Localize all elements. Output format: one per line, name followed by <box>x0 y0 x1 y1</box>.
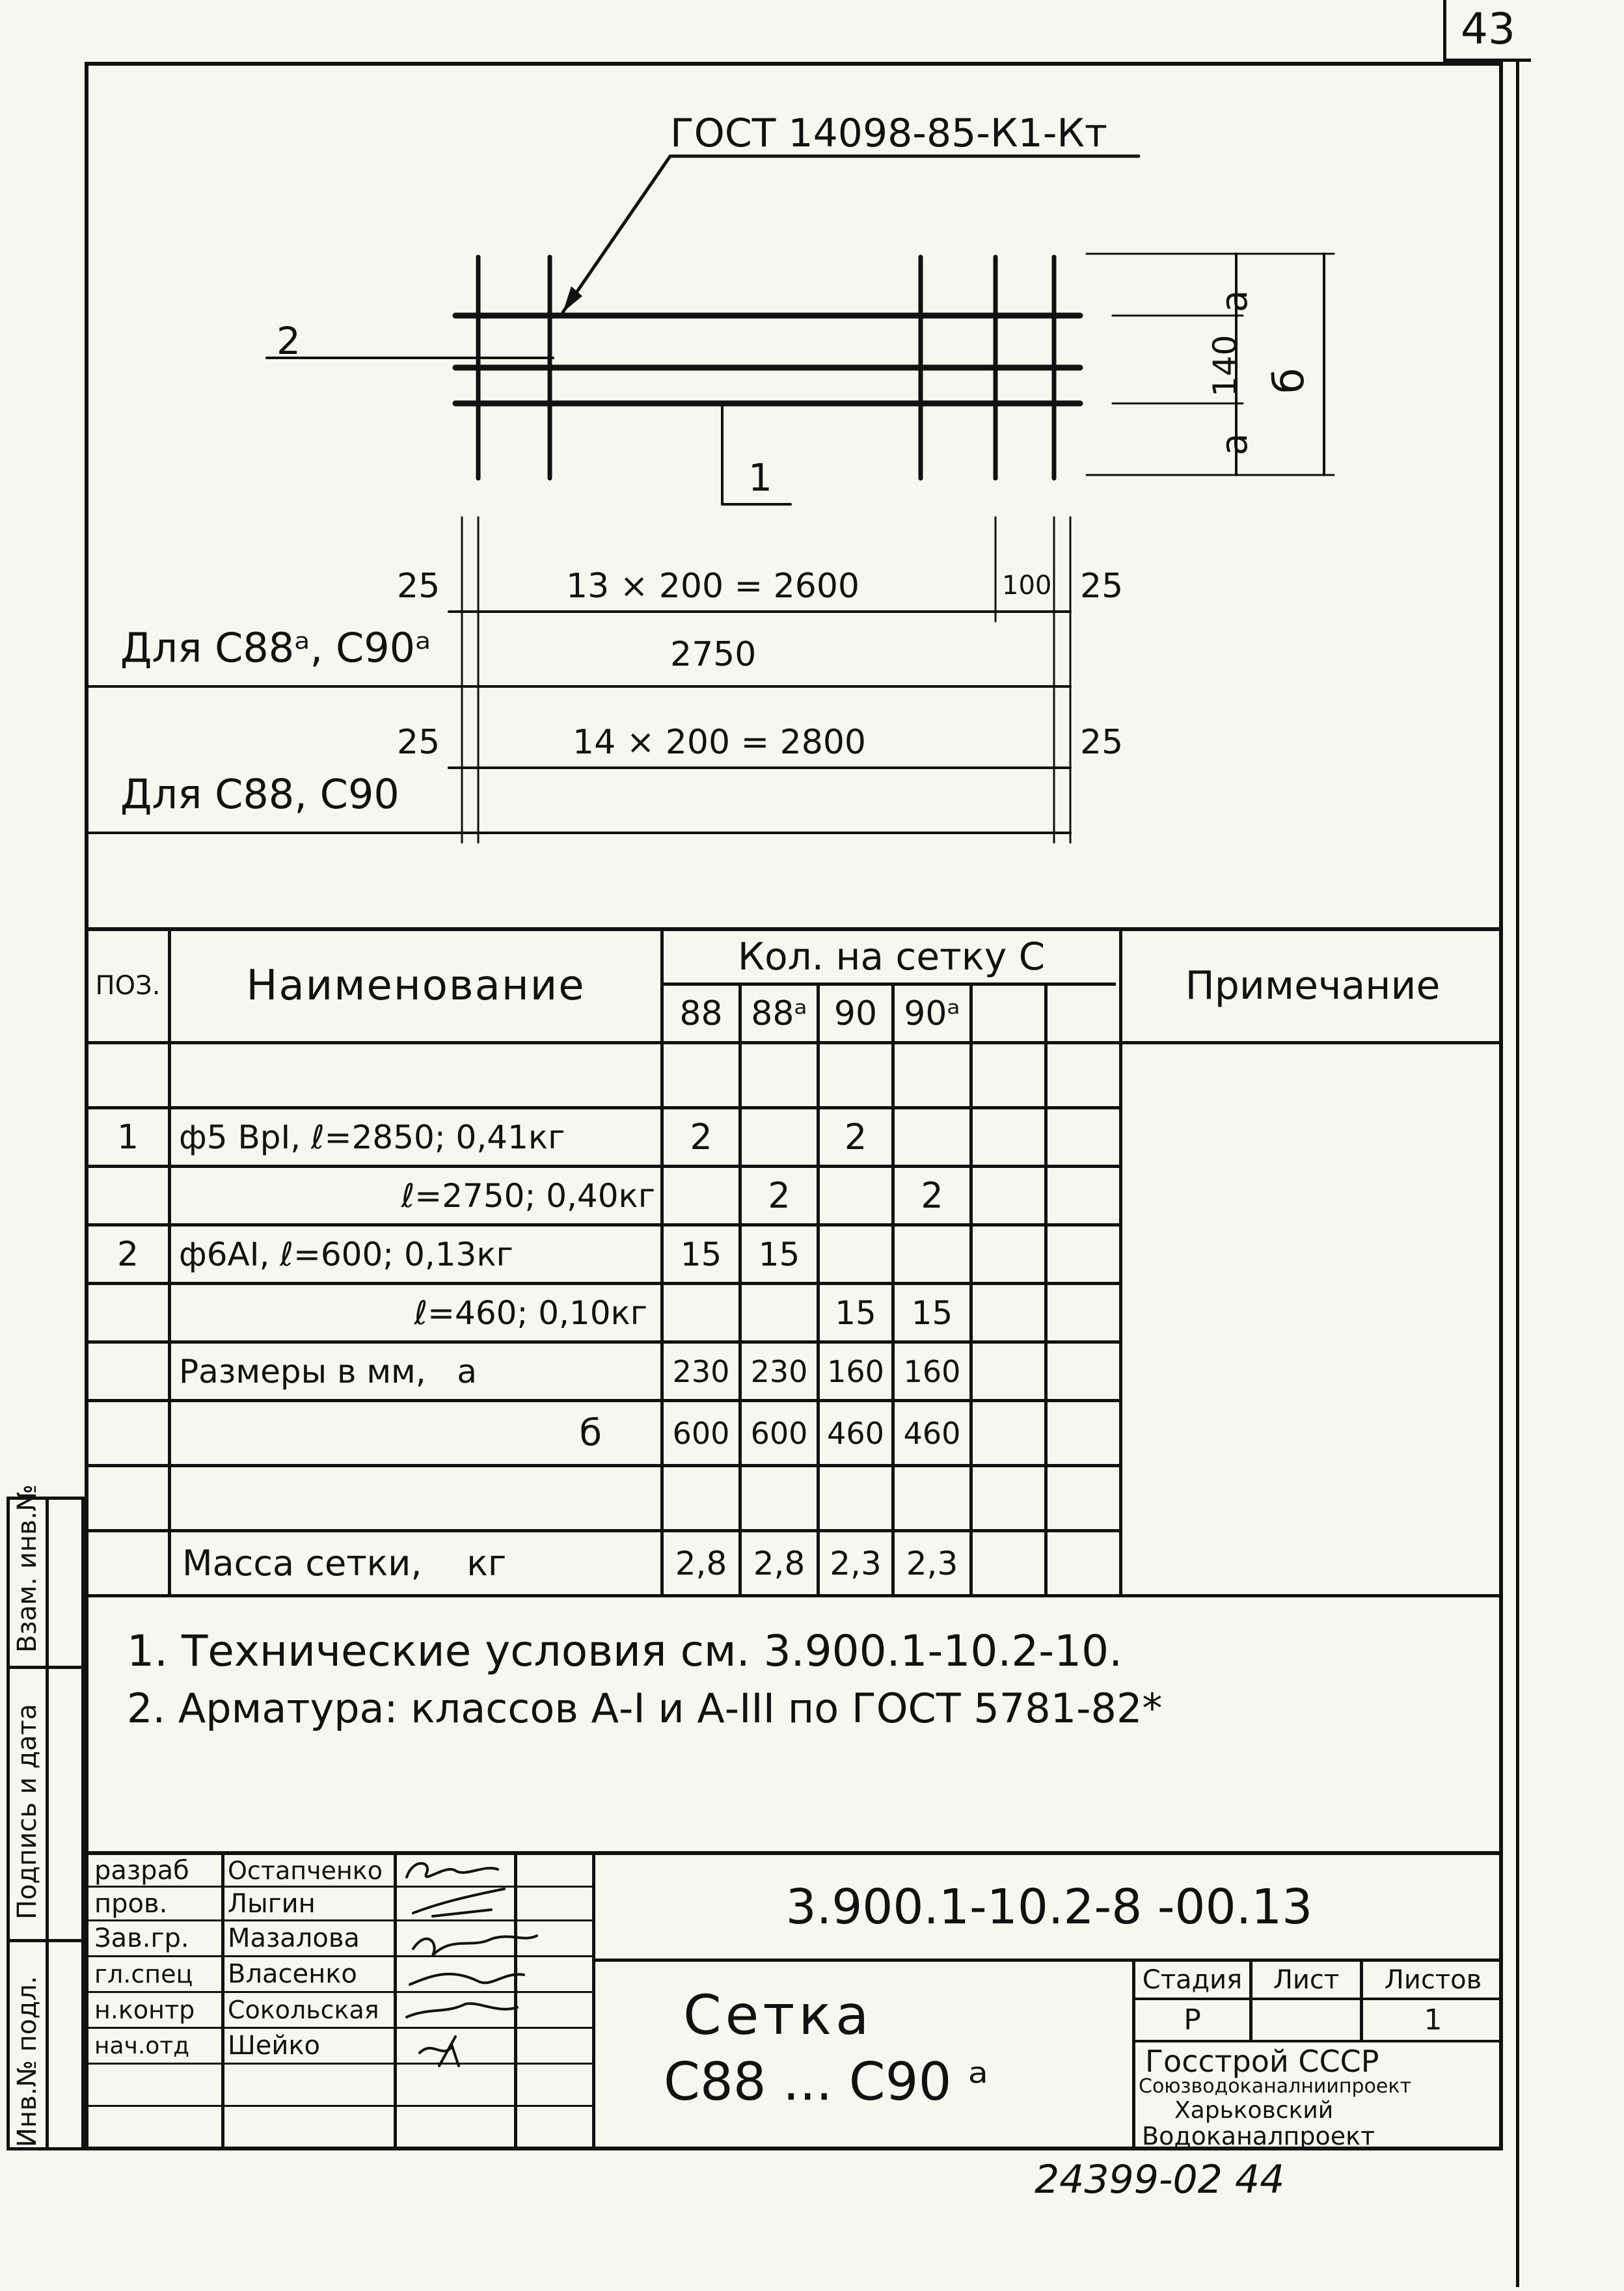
row1-caption: Для С88ᵃ, С90ᵃ <box>120 624 431 671</box>
tb-role: пров. <box>94 1888 168 1919</box>
row-qty: 230 <box>672 1353 730 1389</box>
row-qty: 230 <box>750 1353 808 1389</box>
header-note: Примечание <box>1185 963 1441 1009</box>
org-line-2: Союзводоканалниипроект <box>1139 2075 1411 2098</box>
row-qty: 460 <box>827 1415 884 1451</box>
row-qty: 2 <box>921 1175 943 1216</box>
row-name: ф5 ВрI, ℓ=2850; 0,41кг <box>179 1118 565 1156</box>
row-qty: 160 <box>903 1353 961 1389</box>
tb-role: Зав.гр. <box>94 1923 189 1953</box>
drawing-title-line1: Сетка <box>683 1983 873 2047</box>
row-name: Масса сетки, кг <box>182 1543 507 1584</box>
row-qty: 2 <box>768 1175 791 1216</box>
row-name: ℓ=460; 0,10кг <box>414 1294 647 1332</box>
row1-right-25: 25 <box>1080 567 1124 606</box>
signatures <box>394 1851 592 2111</box>
row-name: Размеры в мм, а <box>179 1352 477 1390</box>
row-qty: 15 <box>835 1294 876 1332</box>
row-qty: 2 <box>690 1117 712 1158</box>
tb-name: Власенко <box>228 1959 357 1989</box>
tb-name: Шейко <box>228 2031 321 2061</box>
frame-right-double-line <box>1516 62 1519 2287</box>
dim-b: б <box>1265 368 1314 394</box>
tb-name: Сокольская <box>228 1996 379 2024</box>
row-qty: 160 <box>827 1353 884 1389</box>
org-line-3: Харьковский <box>1174 2097 1334 2124</box>
row1-extra-100: 100 <box>1002 571 1052 601</box>
doc-code: 3.900.1-10.2-8 -00.13 <box>785 1878 1313 1935</box>
position-label-1: 1 <box>748 455 772 500</box>
tb-role: разраб <box>94 1855 189 1886</box>
row-qty: 15 <box>680 1235 722 1273</box>
tb-name: Остапченко <box>228 1856 383 1885</box>
tb-name: Мазалова <box>228 1923 360 1953</box>
tb-role: гл.спец <box>94 1960 193 1988</box>
dim-a-top: a <box>1213 290 1256 312</box>
row-qty: 2,3 <box>830 1544 882 1582</box>
tb-role: н.контр <box>94 1996 195 2024</box>
header-qty-col: 88ᵃ <box>751 994 807 1033</box>
row-qty: 600 <box>750 1415 808 1451</box>
side-label-signature: Подпись и дата <box>12 1703 42 1919</box>
stage-header: Стадия <box>1142 1964 1243 1995</box>
tb-name: Лыгин <box>228 1888 316 1919</box>
tb-role: нач.отд <box>94 2032 190 2059</box>
archive-code: 24399-02 44 <box>1035 2157 1285 2203</box>
side-label-inv: Инв.№ подл. <box>12 1975 42 2147</box>
row-qty: 15 <box>758 1235 800 1273</box>
sheets-value: 1 <box>1424 2003 1442 2037</box>
row-pos: 1 <box>116 1117 139 1157</box>
row-qty: 15 <box>911 1294 953 1332</box>
row-qty: 2,3 <box>906 1544 958 1582</box>
header-qty-col <box>973 986 1044 1041</box>
row-qty: 460 <box>903 1415 961 1451</box>
row-pos: 2 <box>116 1234 139 1274</box>
row3-caption: Для С88, С90 <box>120 770 399 818</box>
dim-a-bottom: a <box>1213 433 1256 455</box>
row3-right-25: 25 <box>1080 723 1124 762</box>
row2-total-2750: 2750 <box>670 635 757 674</box>
row3-left-25: 25 <box>397 723 440 762</box>
row-name: б <box>579 1412 602 1454</box>
org-line-1: Госстрой СССР <box>1145 2044 1379 2079</box>
row-qty: 2 <box>844 1117 867 1158</box>
row1-left-25: 25 <box>397 567 440 606</box>
header-pos: ПОЗ. <box>95 971 161 1001</box>
row-name: ф6АI, ℓ=600; 0,13кг <box>179 1235 513 1273</box>
note-2: 2. Арматура: классов А-I и А-III по ГОСТ 5781-82* <box>127 1685 1163 1732</box>
header-qty-col: 90ᵃ <box>904 994 960 1033</box>
standard-callout: ГОСТ 14098-85-К1-Кт <box>670 111 1107 156</box>
sheet-header: Лист <box>1273 1964 1340 1995</box>
row-qty: 2,8 <box>675 1544 727 1582</box>
position-label-2: 2 <box>277 319 301 363</box>
header-qty-group: Кол. на сетку С <box>737 934 1046 979</box>
row-name: ℓ=2750; 0,40кг <box>401 1176 655 1215</box>
org-line-4: Водоканалпроект <box>1142 2122 1375 2150</box>
sheets-header: Листов <box>1384 1964 1482 1995</box>
header-name: Наименование <box>246 962 586 1010</box>
stage-value: Р <box>1184 2003 1201 2037</box>
sheet-value <box>1252 2000 1360 2040</box>
side-label-replace: Взам. инв.№ <box>12 1484 42 1653</box>
drawing-title-line2: С88 ... С90 ᵃ <box>664 2052 989 2112</box>
table-header-bottom <box>85 1041 1503 1044</box>
row1-main-dimension: 13 × 200 = 2600 <box>566 567 860 606</box>
header-qty-col: 88 <box>679 994 723 1033</box>
header-qty-col <box>1048 986 1119 1041</box>
sheet-number: 43 <box>1461 4 1515 54</box>
dim-140: 140 <box>1206 334 1244 397</box>
row-qty: 600 <box>672 1415 730 1451</box>
header-qty-col: 90 <box>833 994 878 1033</box>
row3-main-dimension: 14 × 200 = 2800 <box>573 723 867 762</box>
table-bottom-border <box>85 1594 1503 1597</box>
row-qty: 2,8 <box>753 1544 805 1582</box>
note-1: 1. Технические условия см. 3.900.1-10.2-10. <box>127 1626 1123 1676</box>
